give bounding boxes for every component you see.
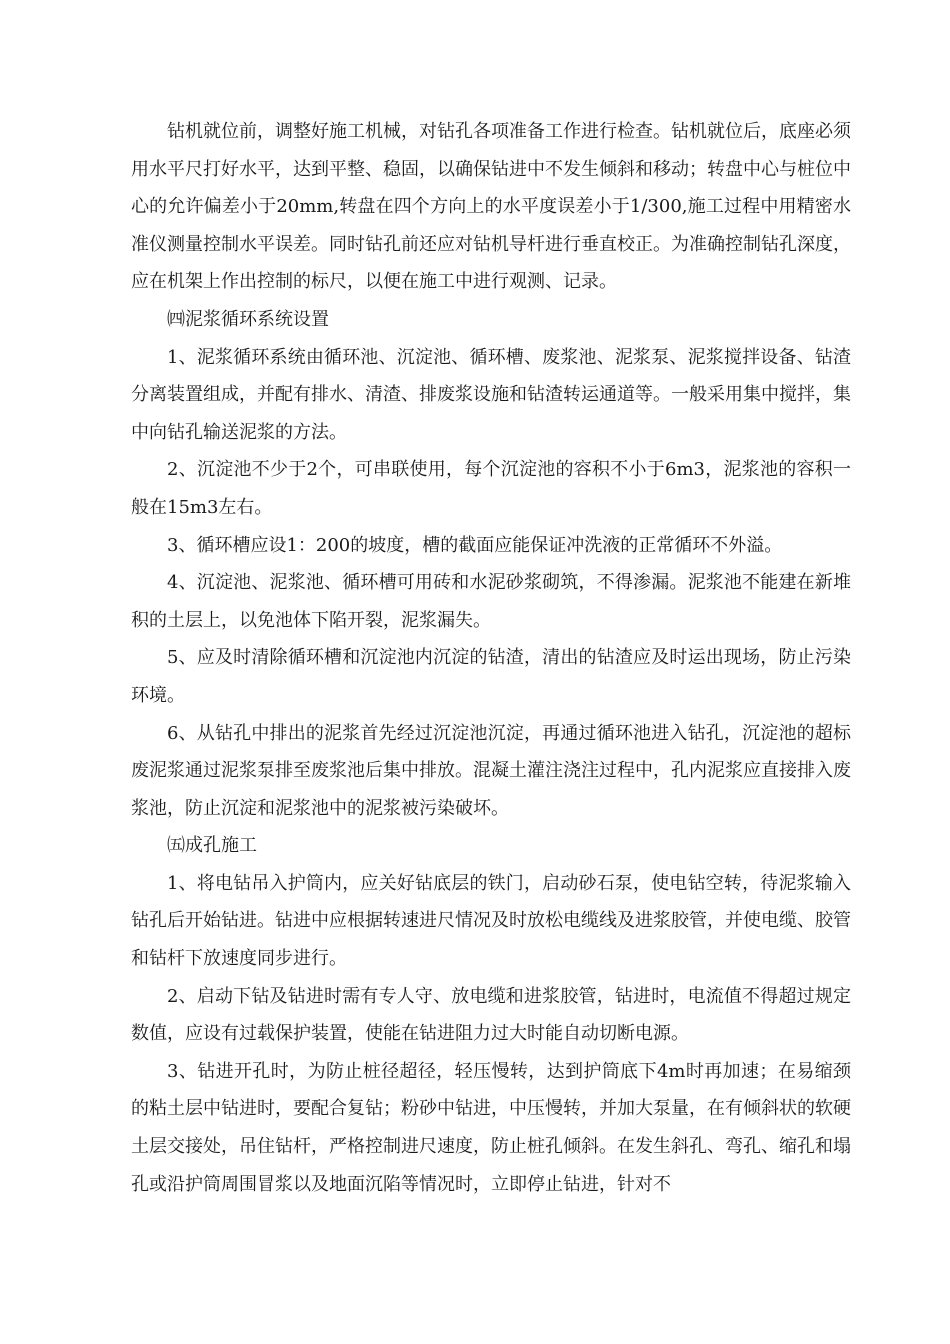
paragraph-mud-item-6: 6、从钻孔中排出的泥浆首先经过沉淀池沉淀，再通过循环池进入钻孔，沉淀池的超标废泥浆通过泥浆泵排至废浆池后集中排放。混凝土灌注浇注过程中，孔内泥浆应直接排入废浆池，防止沉淀和泥浆池中的泥浆被污染破坏。: [131, 722, 851, 819]
section-heading-hole-forming: ㈤成孔施工: [167, 835, 257, 857]
paragraph-drilling-item-2: 2、启动下钻及钻进时需有专人守、放电缆和进浆胶管，钻进时，电流值不得超过规定数值，应设有过载保护装置，使能在钻进阻力过大时能自动切断电源。: [131, 985, 851, 1045]
paragraph-drilling-item-1: 1、将电钻吊入护筒内，应关好钻底层的铁门，启动砂石泵，使电钻空转，待泥浆输入钻孔后开始钻进。钻进中应根据转速进尺情况及时放松电缆线及进浆胶管，并使电缆、胶管和钻杆下放速度同步进行。: [131, 872, 851, 970]
paragraph-mud-item-1: 1、泥浆循环系统由循环池、沉淀池、循环槽、废浆池、泥浆泵、泥浆搅拌设备、钻渣分离装置组成，并配有排水、清渣、排废浆设施和钻渣转运通道等。一般采用集中搅拌，集中向钻孔输送泥浆的方法。: [131, 346, 851, 443]
paragraph-mud-item-5: 5、应及时清除循环槽和沉淀池内沉淀的钻渣，清出的钻渣应及时运出现场，防止污染环境。: [131, 647, 851, 706]
paragraph-rig-positioning: 钻机就位前，调整好施工机械，对钻孔各项准备工作进行检查。钻机就位后，底座必须用水平尺打好水平，达到平整、稳固，以确保钻进中不发生倾斜和移动；转盘中心与桩位中心的允许偏差小于20mm,转盘在四个方向上的水平度误差小于1/300,施工过程中用精密水准仪测量控制水平误差。同时钻孔前还应对钻机导杆进行垂直校正。为准确控制钻孔深度，应在机架上作出控制的标尺，以便在施工中进行观测、记录。: [131, 121, 851, 293]
section-heading-mud-circulation: ㈣泥浆循环系统设置: [167, 308, 329, 330]
document-body: [131, 113, 851, 1203]
paragraph-mud-item-3: 3、循环槽应设1：200的坡度，槽的截面应能保证冲洗液的正常循环不外溢。: [167, 534, 783, 556]
paragraph-mud-item-4: 4、沉淀池、泥浆池、循环槽可用砖和水泥砂浆砌筑，不得渗漏。泥浆池不能建在新堆积的土层上，以免池体下陷开裂，泥浆漏失。: [131, 572, 851, 631]
paragraph-mud-item-2: 2、沉淀池不少于2个，可串联使用，每个沉淀池的容积不小于6m3，泥浆池的容积一般在15m3左右。: [131, 459, 851, 518]
paragraph-drilling-item-3: 3、钻进开孔时，为防止桩径超径，轻压慢转，达到护筒底下4m时再加速；在易缩颈的粘土层中钻进时，要配合复钻；粉砂中钻进，中压慢转，并加大泵量，在有倾斜状的软硬土层交接处，吊住钻杆，严格控制进尺速度，防止桩孔倾斜。在发生斜孔、弯孔、缩孔和塌孔或沿护筒周围冒浆以及地面沉陷等情况时，立即停止钻进，针对不: [131, 1060, 851, 1195]
